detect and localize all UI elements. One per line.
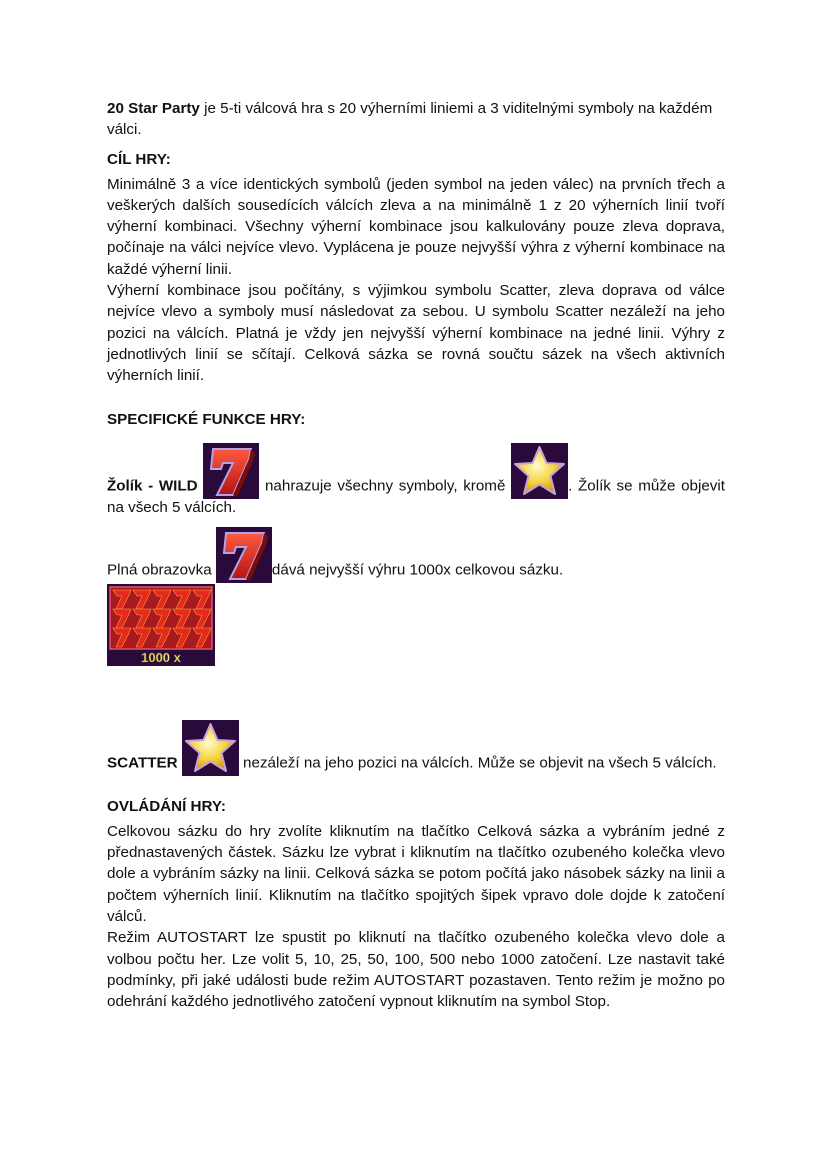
features-heading: SPECIFICKÉ FUNKCE HRY: — [107, 410, 306, 428]
scatter-label: SCATTER — [107, 754, 178, 772]
controls-heading: OVLÁDÁNÍ HRY: — [107, 797, 226, 815]
fullscreen-label: Plná obrazovka — [107, 561, 216, 579]
goal-paragraph-1: Minimálně 3 a více identických symbolů (jeden symbol na jeden válec) na prvních třech a veškerých dalších sousedících válcích zleva a na minimálně 1 z 20 výherních linií tvoří výherní kombinaci. Všechny výherní kombinace jsou kalkulovány pouze zleva doprava, počínaje na válci nejvíce vlevo. Vyplácena je pouze nejvyšší výhra z výherní kombinace na každé výherní linii. — [107, 175, 725, 278]
document-page — [107, 98, 725, 1013]
star-scatter-icon — [511, 443, 568, 499]
controls-paragraph-2: Režim AUTOSTART lze spustit po kliknutí na tlačítko ozubeného kolečka vlevo dole a volbou počtu her. Lze volit 5, 10, 25, 50, 100, 500 nebo 1000 zatočení. Lze nastavit také podmínky, při jaké události bude režim AUTOSTART pozastaven. Tento režim je možno po odehrání každého jednotlivého zatočení vypnout kliknutím na symbol Stop. — [107, 929, 725, 1011]
wild-label: Žolík - WILD — [107, 477, 198, 495]
fullscreen-text: dává nejvyšší výhru 1000x celkovou sázku. — [271, 561, 564, 579]
goal-paragraph-2: Výherní kombinace jsou počítány, s výjimkou symbolu Scatter, zleva doprava od válce nejvíce vlevo a symboly musí následovat za sebou. U symbolu Scatter nezáleží na jeho pozici na válcích. Platná je vždy jen nejvyšší výherní kombinace na jedné linii. Výhry z jednotlivých linií se sčítají. Celková sázka se rovná součtu sázek na všech aktivních výherních linií. — [107, 282, 725, 385]
intro-paragraph — [107, 98, 725, 141]
seven-wild-icon — [203, 443, 259, 499]
star-scatter-icon — [182, 720, 239, 776]
wild-paragraph — [107, 443, 725, 518]
goal-heading: CÍL HRY: — [107, 150, 171, 168]
seven-wild-icon — [216, 527, 272, 583]
fullscreen-paragraph — [107, 527, 725, 581]
wild-text-2: . Žolík se může objevit na všech 5 válcích. — [107, 477, 725, 516]
scatter-text: nezáleží na jeho pozici na válcích. Může se objevit na všech 5 válcích. — [238, 754, 717, 772]
game-title: 20 Star Party — [107, 100, 200, 117]
scatter-paragraph — [107, 720, 725, 774]
controls-paragraph-1: Celkovou sázku do hry zvolíte kliknutím na tlačítko Celková sázka a vybráním jedné z přednastavených částek. Sázku lze vybrat i kliknutím na tlačítko ozubeného kolečka vlevo dole a vybráním sázky na linii. Celková sázka se potom počítá jako násobek sázky na linii a počtem výherních linií. Kliknutím na tlačítko spojitých šipek vpravo dole dojde k zatočení válců. — [107, 822, 725, 926]
multiplier-badge: 1000 x — [141, 649, 181, 665]
intro-text: je 5-ti válcová hra s 20 výherními liniemi a 3 viditelnými symboly na každém válci. — [107, 100, 713, 139]
wild-text: nahrazuje všechny symboly, kromě — [259, 477, 512, 495]
full-screen-sevens-image — [107, 584, 215, 666]
